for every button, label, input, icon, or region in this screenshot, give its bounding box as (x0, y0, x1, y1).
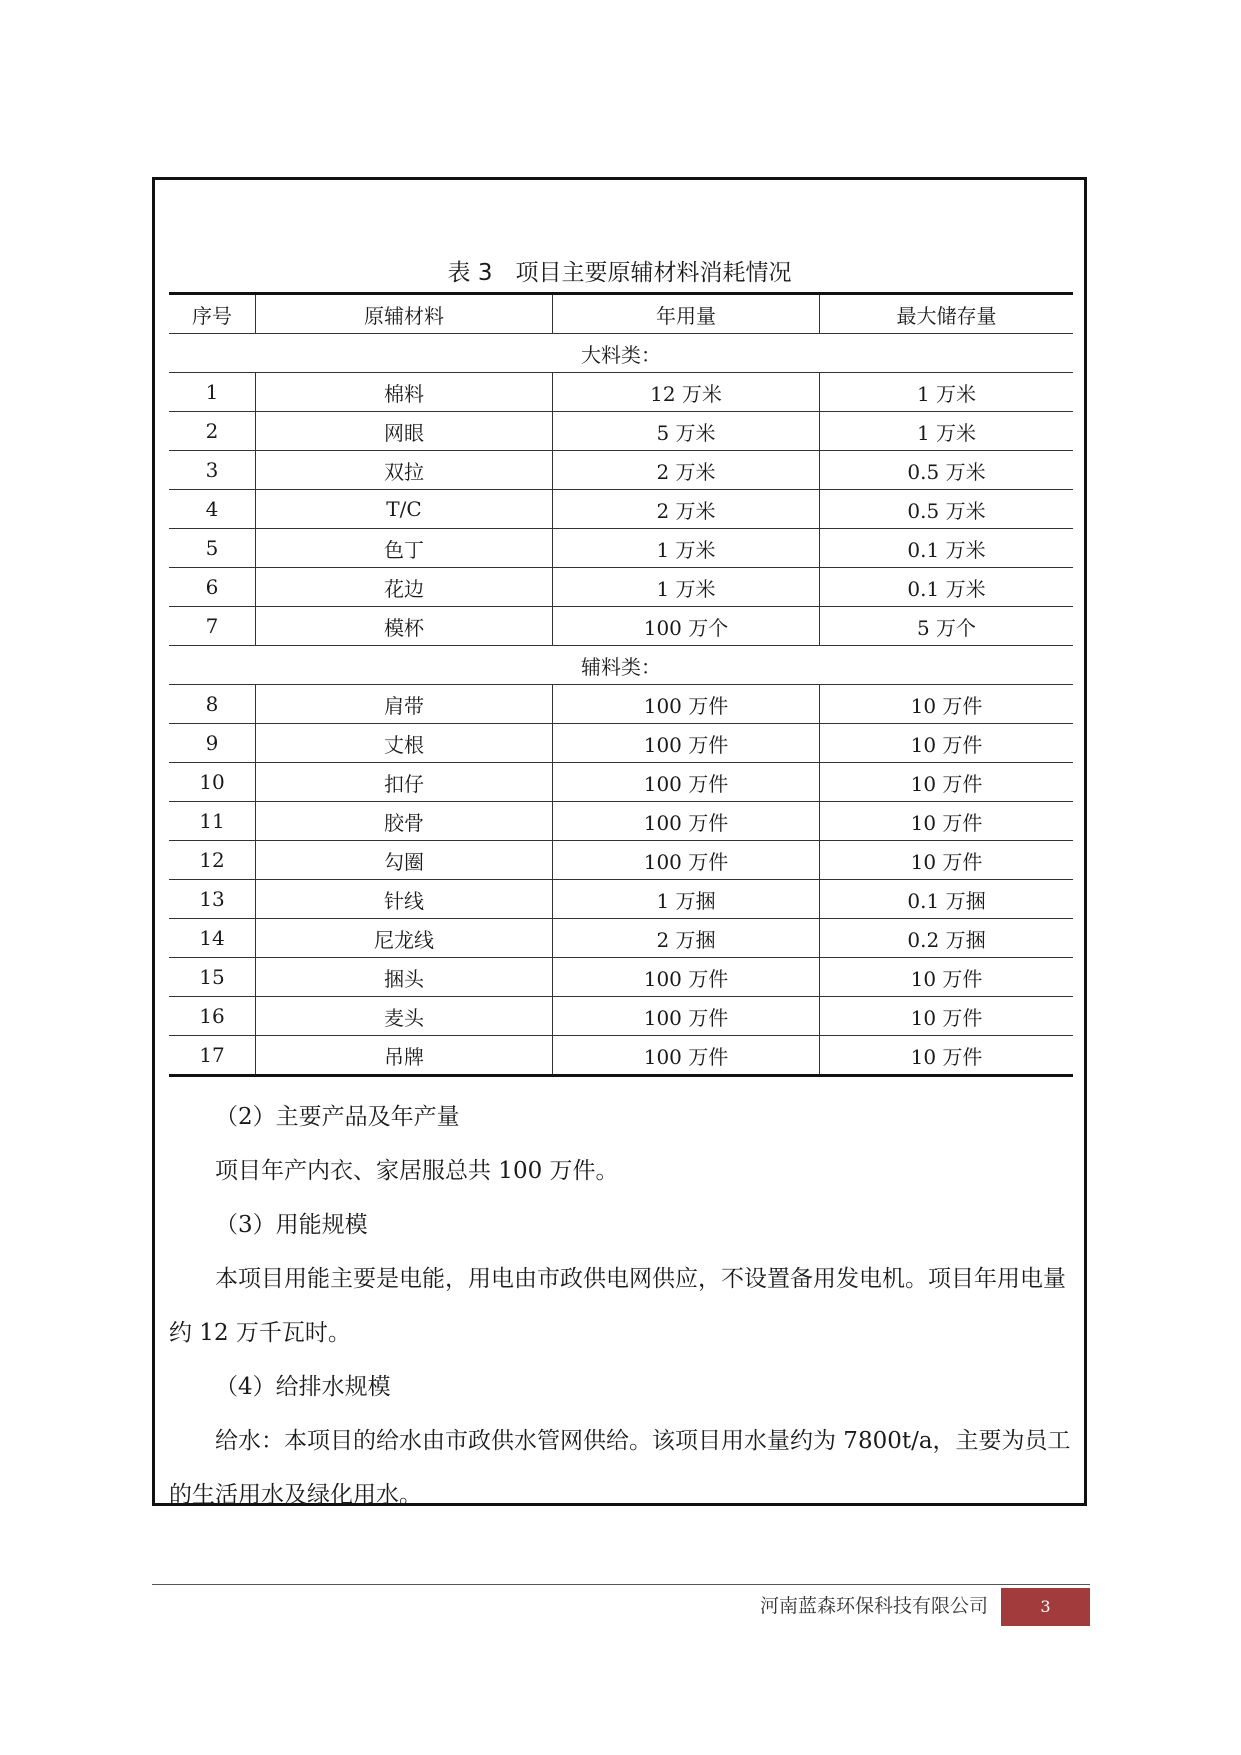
category-label-aux: 辅料类： (169, 646, 1073, 685)
material-name: 勾圈 (256, 841, 553, 880)
max-storage: 0.1 万米 (820, 568, 1074, 607)
content-frame (152, 177, 1087, 1506)
annual-usage: 100 万件 (553, 997, 820, 1036)
table-row (169, 724, 1073, 763)
table-row (169, 802, 1073, 841)
header-material: 原辅材料 (256, 294, 553, 334)
max-storage: 5 万个 (820, 607, 1074, 646)
max-storage: 10 万件 (820, 802, 1074, 841)
section-heading-energy: （3）用能规模 (215, 1212, 368, 1238)
max-storage: 10 万件 (820, 685, 1074, 724)
row-number: 8 (169, 685, 256, 724)
max-storage: 0.2 万捆 (820, 919, 1074, 958)
max-storage: 10 万件 (820, 763, 1074, 802)
material-name: 花边 (256, 568, 553, 607)
header-annual-usage: 年用量 (553, 294, 820, 334)
row-number: 2 (169, 412, 256, 451)
material-name: 胶骨 (256, 802, 553, 841)
table-row (169, 880, 1073, 919)
paragraph-energy: 本项目用能主要是电能，用电由市政供电网供应，不设置备用发电机。项目年用电量约 12 万千瓦时。 (169, 1266, 1066, 1346)
table-title: 表 3 项目主要原辅材料消耗情况 (447, 260, 792, 286)
material-name: 麦头 (256, 997, 553, 1036)
material-name: T/C (256, 490, 553, 529)
row-number: 13 (169, 880, 256, 919)
table-row (169, 568, 1073, 607)
material-name: 针线 (256, 880, 553, 919)
materials-table (169, 292, 1073, 1077)
max-storage: 0.5 万米 (820, 451, 1074, 490)
annual-usage: 100 万件 (553, 685, 820, 724)
row-number: 7 (169, 607, 256, 646)
page-number: 3 (1001, 1588, 1090, 1626)
annual-usage: 2 万米 (553, 490, 820, 529)
table-row (169, 958, 1073, 997)
table-row (169, 451, 1073, 490)
category-row (169, 646, 1073, 685)
row-number: 3 (169, 451, 256, 490)
table-row (169, 373, 1073, 412)
table-row (169, 1036, 1073, 1076)
row-number: 16 (169, 997, 256, 1036)
row-number: 17 (169, 1036, 256, 1076)
max-storage: 10 万件 (820, 1036, 1074, 1076)
row-number: 1 (169, 373, 256, 412)
header-no: 序号 (169, 294, 256, 334)
annual-usage: 2 万米 (553, 451, 820, 490)
row-number: 9 (169, 724, 256, 763)
material-name: 肩带 (256, 685, 553, 724)
max-storage: 0.1 万捆 (820, 880, 1074, 919)
annual-usage: 100 万个 (553, 607, 820, 646)
section-heading-water: （4）给排水规模 (215, 1374, 391, 1400)
footer-company: 河南蓝森环保科技有限公司 (759, 1595, 988, 1617)
material-name: 模杯 (256, 607, 553, 646)
row-number: 4 (169, 490, 256, 529)
row-number: 12 (169, 841, 256, 880)
annual-usage: 100 万件 (553, 841, 820, 880)
table-row (169, 607, 1073, 646)
material-name: 棉料 (256, 373, 553, 412)
table-row (169, 685, 1073, 724)
annual-usage: 100 万件 (553, 958, 820, 997)
material-name: 色丁 (256, 529, 553, 568)
annual-usage: 5 万米 (553, 412, 820, 451)
row-number: 10 (169, 763, 256, 802)
material-name: 双拉 (256, 451, 553, 490)
max-storage: 1 万米 (820, 412, 1074, 451)
header-max-storage: 最大储存量 (820, 294, 1074, 334)
material-name: 尼龙线 (256, 919, 553, 958)
max-storage: 0.1 万米 (820, 529, 1074, 568)
max-storage: 10 万件 (820, 958, 1074, 997)
table-row (169, 763, 1073, 802)
annual-usage: 1 万捆 (553, 880, 820, 919)
paragraph-water: 给水：本项目的给水由市政供水管网供给。该项目用水量约为 7800t/a，主要为员工的生活用水及绿化用水。 (169, 1428, 1071, 1508)
category-label-main: 大料类： (169, 334, 1073, 373)
material-name: 捆头 (256, 958, 553, 997)
footer-divider (152, 1584, 1090, 1585)
max-storage: 10 万件 (820, 724, 1074, 763)
row-number: 5 (169, 529, 256, 568)
table-row (169, 919, 1073, 958)
material-name: 扣仔 (256, 763, 553, 802)
annual-usage: 12 万米 (553, 373, 820, 412)
table-header-row (169, 294, 1073, 334)
row-number: 11 (169, 802, 256, 841)
body-text (169, 1090, 1074, 1522)
table-body (169, 334, 1073, 1076)
table-row (169, 412, 1073, 451)
annual-usage: 1 万米 (553, 529, 820, 568)
max-storage: 10 万件 (820, 997, 1074, 1036)
annual-usage: 1 万米 (553, 568, 820, 607)
annual-usage: 2 万捆 (553, 919, 820, 958)
row-number: 6 (169, 568, 256, 607)
row-number: 15 (169, 958, 256, 997)
max-storage: 10 万件 (820, 841, 1074, 880)
section-heading-products: （2）主要产品及年产量 (215, 1104, 460, 1130)
max-storage: 0.5 万米 (820, 490, 1074, 529)
category-row (169, 334, 1073, 373)
annual-usage: 100 万件 (553, 802, 820, 841)
annual-usage: 100 万件 (553, 1036, 820, 1076)
paragraph-products: 项目年产内衣、家居服总共 100 万件。 (215, 1158, 619, 1184)
table-row (169, 841, 1073, 880)
annual-usage: 100 万件 (553, 763, 820, 802)
material-name: 丈根 (256, 724, 553, 763)
material-name: 网眼 (256, 412, 553, 451)
table-row (169, 529, 1073, 568)
material-name: 吊牌 (256, 1036, 553, 1076)
row-number: 14 (169, 919, 256, 958)
table-row (169, 997, 1073, 1036)
table-row (169, 490, 1073, 529)
max-storage: 1 万米 (820, 373, 1074, 412)
annual-usage: 100 万件 (553, 724, 820, 763)
